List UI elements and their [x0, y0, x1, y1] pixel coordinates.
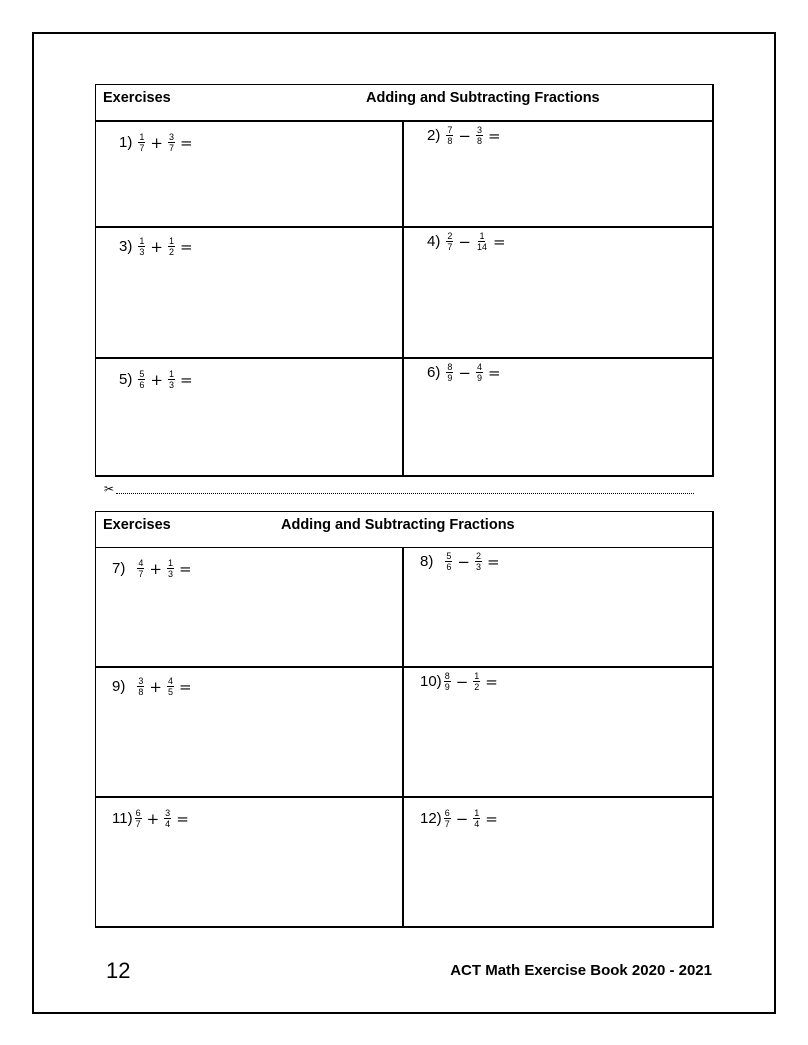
denominator: 8: [476, 136, 482, 146]
operator: −: [455, 672, 469, 691]
problem-1: [119, 132, 193, 153]
numerator: 1: [168, 369, 174, 379]
footer-book-title: ACT Math Exercise Book 2020 - 2021: [450, 962, 712, 979]
denominator: 8: [447, 136, 453, 146]
problem-cell-10[interactable]: [404, 668, 712, 798]
operator: −: [455, 809, 469, 828]
sheet-header-title: Adding and Subtracting Fractions: [281, 517, 515, 533]
numerator: 8: [444, 671, 450, 681]
denominator: 9: [476, 373, 482, 383]
problem-cell-2[interactable]: [404, 122, 712, 228]
numerator: 6: [444, 808, 450, 818]
problem-4: [427, 231, 506, 252]
operator: +: [149, 677, 162, 696]
problem-7: [112, 558, 192, 579]
problem-cell-12[interactable]: [404, 798, 712, 926]
fraction-b: [473, 671, 480, 692]
operator: +: [146, 809, 160, 828]
page-number: 12: [106, 958, 131, 983]
problem-5: [119, 369, 193, 390]
problem-number: 10): [420, 673, 442, 690]
equals-sign: =: [486, 552, 500, 571]
operator: −: [458, 363, 471, 382]
exercise-sheet-1: [95, 84, 714, 477]
numerator: 8: [447, 362, 453, 372]
problem-grid: [96, 548, 712, 926]
denominator: 7: [138, 569, 144, 579]
equals-sign: =: [179, 133, 193, 152]
denominator: 7: [447, 242, 453, 252]
denominator: 3: [475, 562, 481, 572]
operator: +: [150, 237, 163, 256]
problem-grid: [96, 122, 712, 476]
fraction-a: [444, 808, 451, 829]
equals-sign: =: [179, 237, 193, 256]
denominator: 9: [444, 682, 450, 692]
equals-sign: =: [487, 126, 501, 145]
fraction-b: [164, 808, 171, 829]
fraction-b: [476, 362, 483, 383]
problem-number: 6): [427, 364, 441, 381]
numerator: 4: [167, 676, 173, 686]
fraction-a: [445, 551, 452, 572]
numerator: 1: [168, 236, 174, 246]
operator: +: [150, 370, 163, 389]
denominator: 8: [138, 687, 144, 697]
numerator: 5: [139, 369, 145, 379]
problem-number: 11): [112, 810, 133, 827]
fraction-b: [168, 236, 175, 257]
numerator: 3: [476, 125, 482, 135]
operator: −: [458, 126, 471, 145]
denominator: 7: [139, 143, 145, 153]
fraction-b: [475, 551, 482, 572]
cut-line: [104, 482, 694, 496]
fraction-a: [137, 558, 144, 579]
numerator: 4: [138, 558, 144, 568]
denominator: 9: [447, 373, 453, 383]
sheet-header-left: Exercises: [103, 90, 171, 106]
exercise-sheet-2: [95, 511, 714, 928]
denominator: 6: [139, 380, 145, 390]
problem-cell-8[interactable]: [404, 548, 712, 668]
denominator: 3: [168, 380, 174, 390]
problem-8: [420, 551, 500, 572]
fraction-a: [446, 231, 453, 252]
operator: +: [149, 559, 162, 578]
problem-cell-6[interactable]: [404, 359, 712, 476]
fraction-b: [167, 676, 174, 697]
problem-9: [112, 676, 192, 697]
fraction-a: [137, 676, 144, 697]
equals-sign: =: [485, 672, 498, 691]
problem-2: [427, 125, 501, 146]
numerator: 1: [139, 236, 145, 246]
denominator: 7: [135, 819, 141, 829]
operator: +: [150, 133, 163, 152]
fraction-a: [446, 362, 453, 383]
numerator: 1: [474, 808, 480, 818]
problem-cell-9[interactable]: [96, 668, 404, 798]
equals-sign: =: [178, 559, 192, 578]
denominator: 3: [167, 569, 173, 579]
denominator: 14: [476, 242, 487, 252]
denominator: 4: [165, 819, 171, 829]
denominator: 7: [444, 819, 450, 829]
operator: −: [457, 552, 470, 571]
denominator: 7: [168, 143, 174, 153]
denominator: 4: [474, 819, 480, 829]
equals-sign: =: [178, 677, 192, 696]
numerator: 5: [446, 551, 452, 561]
problem-number: 5): [119, 371, 133, 388]
problem-number: 12): [420, 810, 442, 827]
fraction-a: [135, 808, 142, 829]
sheet-header: [96, 85, 712, 122]
fraction-b: [473, 808, 480, 829]
sheet-header: [96, 512, 712, 548]
fraction-b: [168, 132, 175, 153]
equals-sign: =: [485, 809, 498, 828]
problem-number: 7): [112, 560, 126, 577]
numerator: 7: [447, 125, 453, 135]
problem-cell-7[interactable]: [96, 548, 404, 668]
problem-10: [420, 671, 498, 692]
fraction-b: [168, 369, 175, 390]
problem-number: 9): [112, 678, 126, 695]
operator: −: [458, 232, 471, 251]
problem-number: 3): [119, 238, 133, 255]
fraction-a: [138, 236, 145, 257]
numerator: 3: [138, 676, 144, 686]
numerator: 2: [447, 231, 453, 241]
sheet-header-title: Adding and Subtracting Fractions: [366, 90, 600, 106]
denominator: 2: [474, 682, 480, 692]
problem-11: [112, 808, 189, 829]
problem-cell-5[interactable]: [96, 359, 404, 476]
fraction-b: [167, 558, 174, 579]
numerator: 1: [139, 132, 145, 142]
problem-cell-3[interactable]: [96, 228, 404, 359]
numerator: 6: [135, 808, 141, 818]
scissors-icon: ✂: [104, 482, 115, 496]
numerator: 3: [168, 132, 174, 142]
problem-number: 4): [427, 233, 441, 250]
equals-sign: =: [179, 370, 193, 389]
problem-number: 8): [420, 553, 434, 570]
fraction-b: [476, 231, 488, 252]
numerator: 2: [475, 551, 481, 561]
denominator: 2: [168, 247, 174, 257]
denominator: 5: [167, 687, 173, 697]
problem-6: [427, 362, 501, 383]
dotted-line: [116, 493, 694, 494]
problem-number: 1): [119, 134, 133, 151]
problem-cell-4[interactable]: [404, 228, 712, 359]
fraction-a: [446, 125, 453, 146]
denominator: 6: [446, 562, 452, 572]
fraction-a: [138, 132, 145, 153]
problem-cell-1[interactable]: [96, 122, 404, 228]
sheet-header-left: Exercises: [103, 517, 171, 533]
numerator: 1: [167, 558, 173, 568]
fraction-a: [138, 369, 145, 390]
problem-12: [420, 808, 498, 829]
problem-number: 2): [427, 127, 441, 144]
problem-cell-11[interactable]: [96, 798, 404, 926]
problem-3: [119, 236, 193, 257]
equals-sign: =: [492, 232, 506, 251]
numerator: 3: [165, 808, 171, 818]
numerator: 4: [476, 362, 482, 372]
equals-sign: =: [487, 363, 501, 382]
numerator: 1: [474, 671, 480, 681]
fraction-b: [476, 125, 483, 146]
denominator: 3: [139, 247, 145, 257]
equals-sign: =: [176, 809, 189, 828]
fraction-a: [444, 671, 451, 692]
numerator: 1: [479, 231, 485, 241]
